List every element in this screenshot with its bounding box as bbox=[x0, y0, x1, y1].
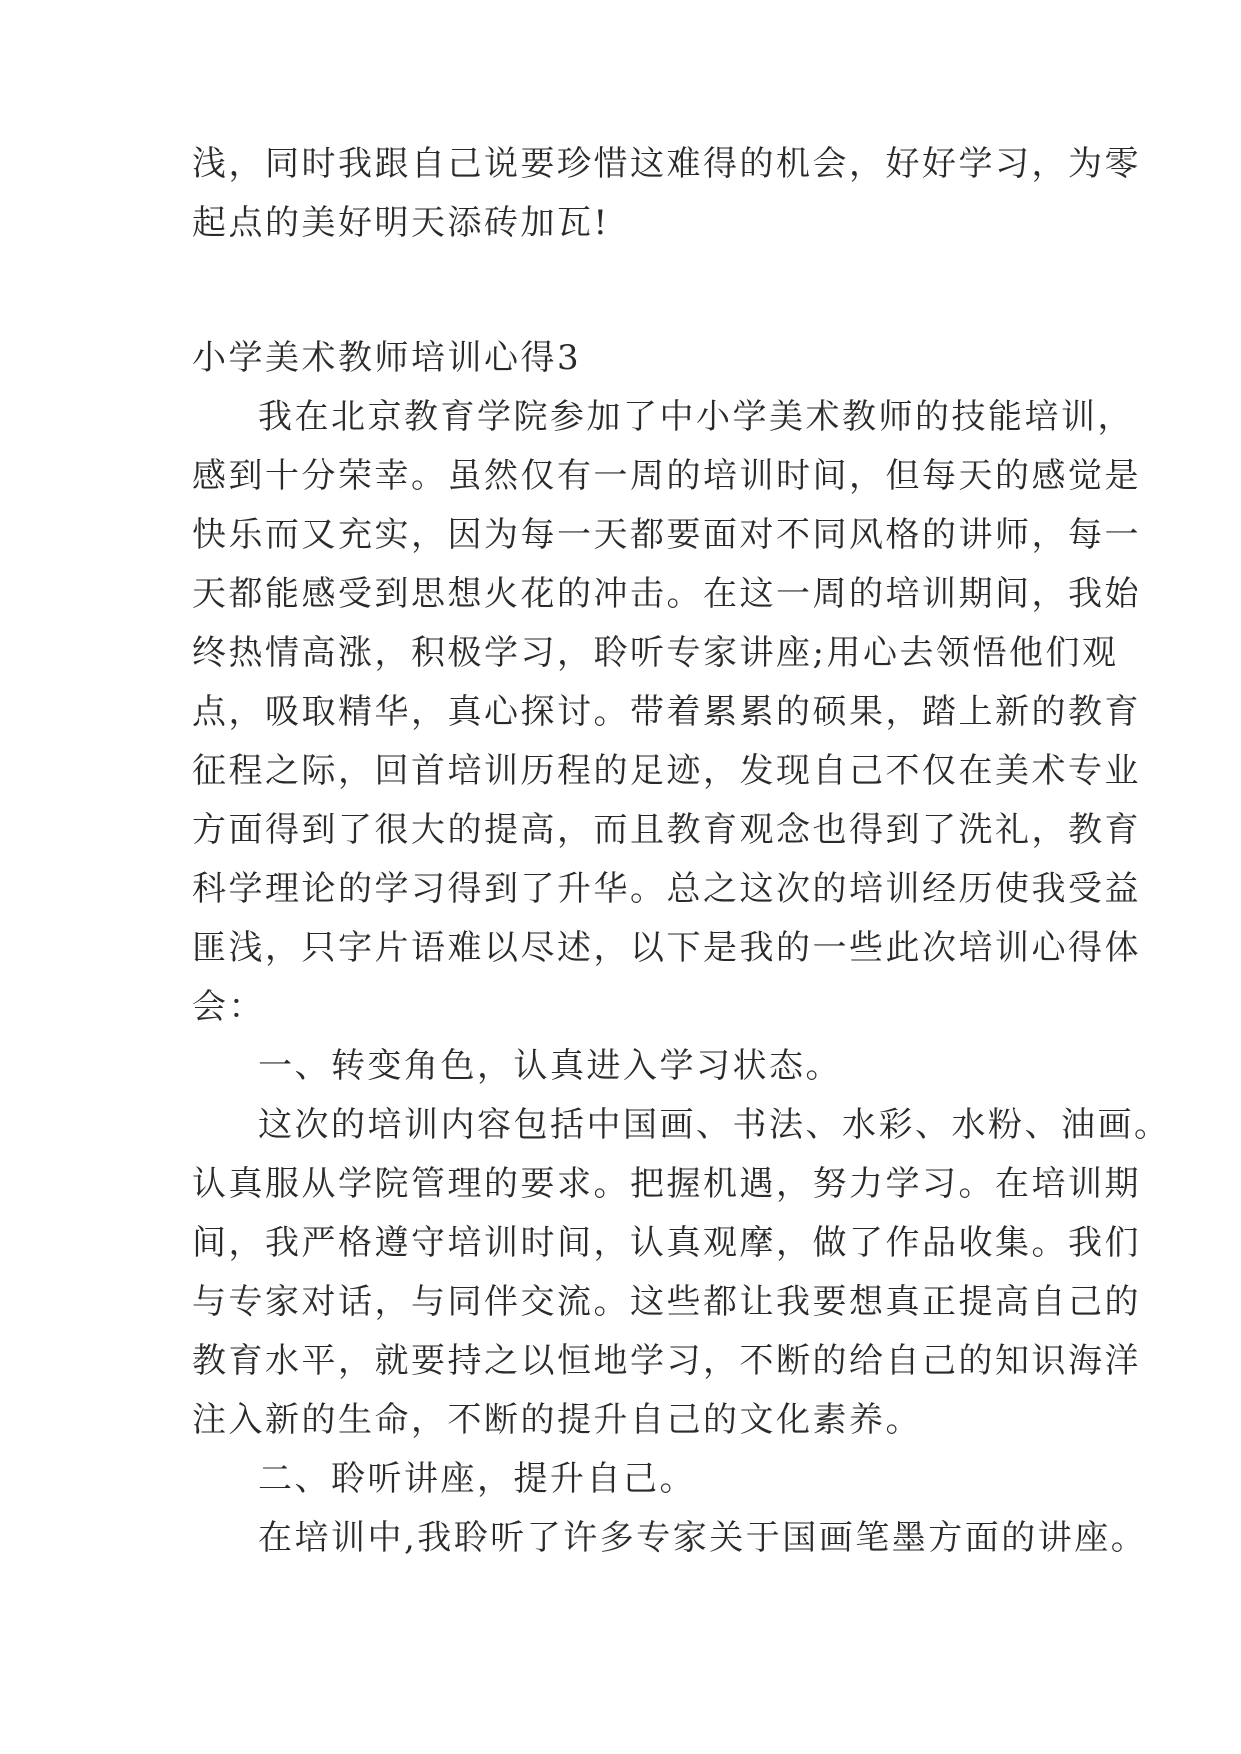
text-line: 教育水平，就要持之以恒地学习，不断的给自己的知识海洋 bbox=[192, 1341, 1141, 1381]
text-line: 快乐而又充实，因为每一天都要面对不同风格的讲师，每一 bbox=[192, 515, 1141, 555]
text-line: 与专家对话，与同伴交流。这些都让我要想真正提高自己的 bbox=[192, 1282, 1141, 1322]
text-line: 会： bbox=[192, 987, 265, 1027]
paragraph-first-line: 这次的培训内容包括中国画、书法、水彩、水粉、油画。 bbox=[258, 1105, 1171, 1145]
text-line: 终热情高涨，积极学习，聆听专家讲座;用心去领悟他们观 bbox=[192, 633, 1119, 673]
subheading: 二、聆听讲座，提升自己。 bbox=[258, 1459, 696, 1499]
text-line: 感到十分荣幸。虽然仅有一周的培训时间，但每天的感觉是 bbox=[192, 456, 1141, 496]
text-line: 天都能感受到思想火花的冲击。在这一周的培训期间，我始 bbox=[192, 574, 1141, 614]
text-line: 认真服从学院管理的要求。把握机遇，努力学习。在培训期 bbox=[192, 1164, 1141, 1204]
text-line: 方面得到了很大的提高，而且教育观念也得到了洗礼，教育 bbox=[192, 810, 1141, 850]
text-line: 间，我严格遵守培训时间，认真观摩，做了作品收集。我们 bbox=[192, 1223, 1141, 1263]
text-line: 科学理论的学习得到了升华。总之这次的培训经历使我受益 bbox=[192, 869, 1141, 909]
text-line: 匪浅，只字片语难以尽述，以下是我的一些此次培训心得体 bbox=[192, 928, 1141, 968]
subheading: 一、转变角色，认真进入学习状态。 bbox=[258, 1046, 842, 1086]
text-line: 注入新的生命，不断的提升自己的文化素养。 bbox=[192, 1400, 922, 1440]
paragraph-first-line: 在培训中,我聆听了许多专家关于国画笔墨方面的讲座。 bbox=[258, 1518, 1148, 1558]
text-line: 征程之际，回首培训历程的足迹，发现自己不仅在美术专业 bbox=[192, 751, 1141, 791]
text-line: 点，吸取精华，真心探讨。带着累累的硕果，踏上新的教育 bbox=[192, 692, 1141, 732]
section-heading: 小学美术教师培训心得3 bbox=[192, 338, 582, 378]
text-line: 浅，同时我跟自己说要珍惜这难得的机会，好好学习，为零 bbox=[192, 144, 1141, 184]
paragraph-first-line: 我在北京教育学院参加了中小学美术教师的技能培训， bbox=[258, 397, 1134, 437]
text-line: 起点的美好明天添砖加瓦! bbox=[192, 203, 610, 243]
